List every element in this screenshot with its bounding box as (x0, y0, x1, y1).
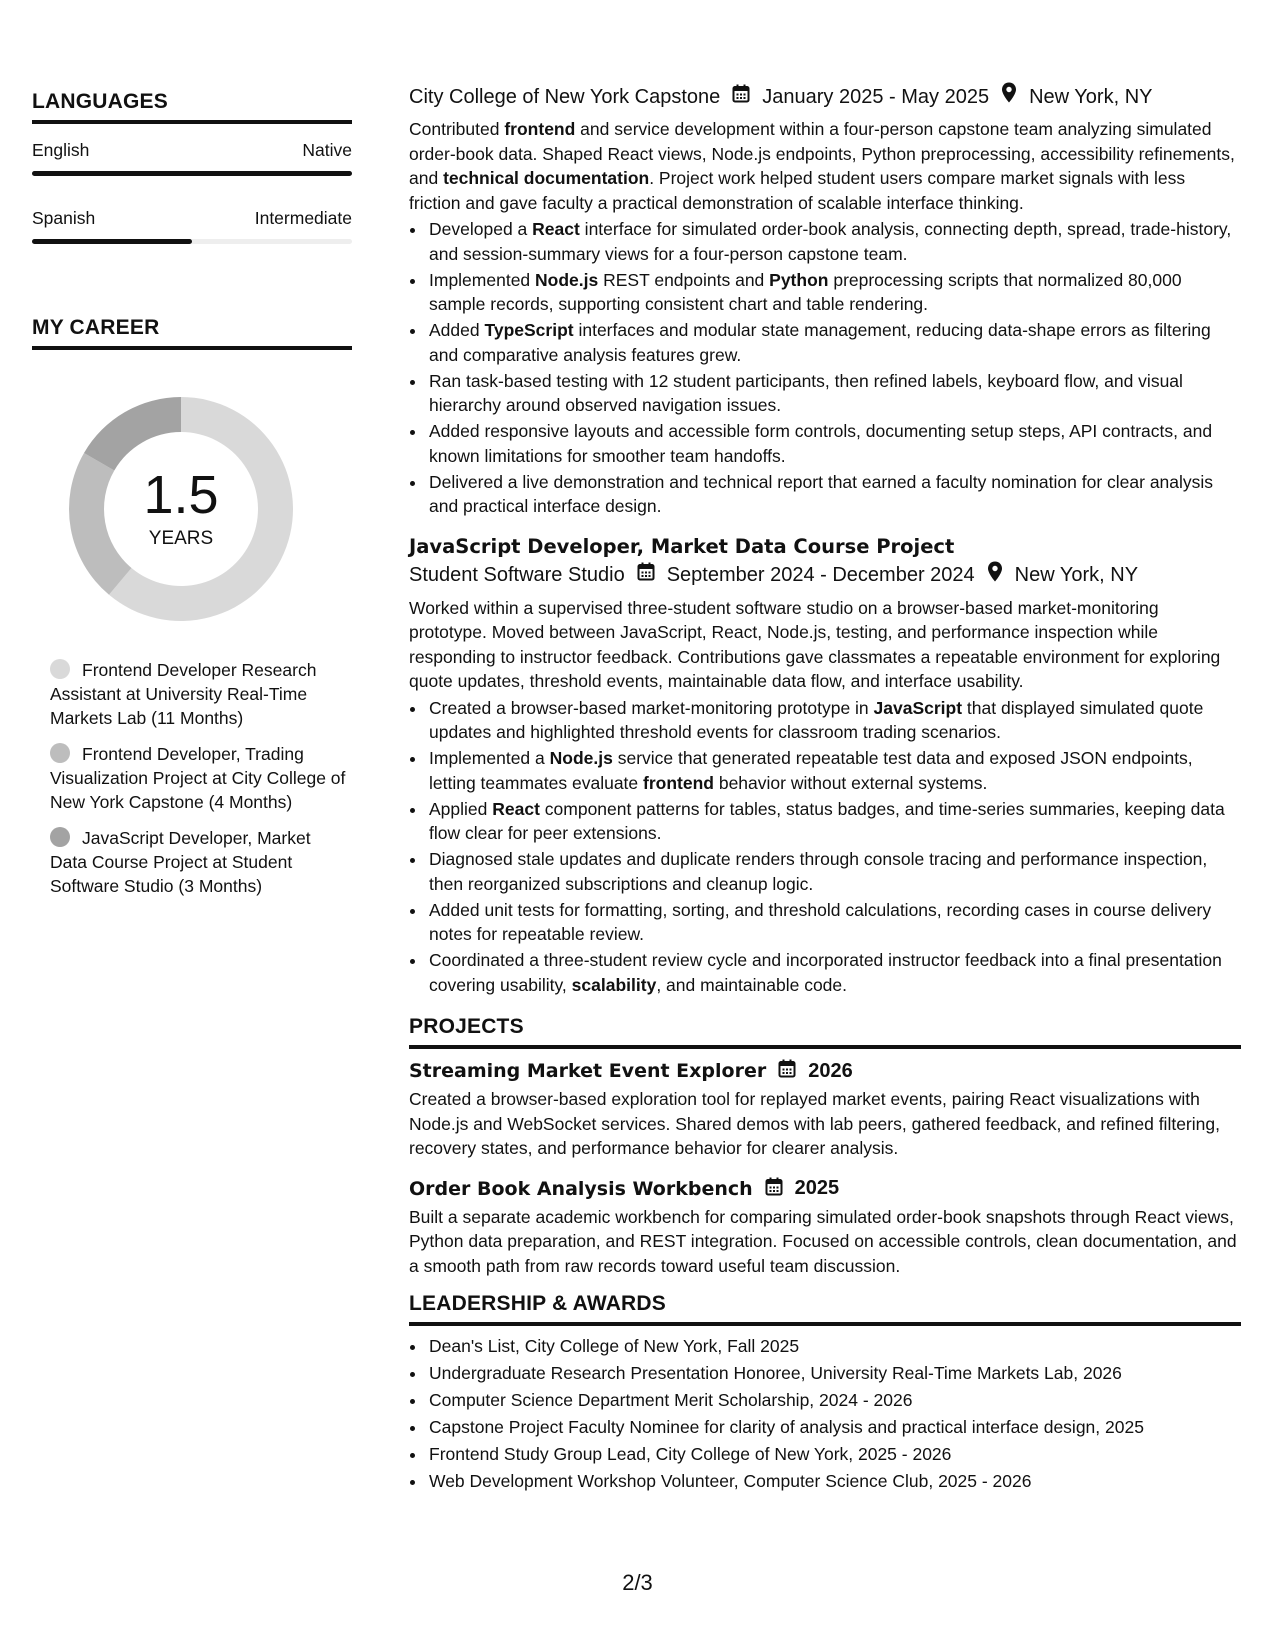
calendar-icon (778, 1059, 796, 1083)
language-proficiency-fill (32, 171, 352, 176)
languages-heading: LANGUAGES (32, 90, 352, 124)
achievement-item: • Coordinated a three-student review cycle and incorporated instructor feedback into a final presentation covering usability, scalability, and maintainable code. (427, 948, 1241, 997)
role-summary: Worked within a supervised three-student software studio on a browser-based market-monitoring prototype. Moved between JavaScript, React, Node.js, testing, and performance inspection while responding to instructor feedback. Contributions gave classmates a repeatable environment for exploring quote updates, threshold events, maintainable data flow, and interface usability. (409, 597, 1221, 691)
location-pin-icon (987, 561, 1003, 590)
achievement-item: • Implemented a Node.js service that generated repeatable test data and exposed JSON endpoints, letting teammates evaluate frontend behavior without external systems. (427, 746, 1241, 795)
role-meta (409, 561, 1241, 590)
calendar-icon (765, 1177, 783, 1196)
achievement-item: • Added TypeScript interfaces and modular state management, reducing data-shape errors as filtering and comparative analysis features grew. (427, 318, 1241, 367)
page-number: 2/3 (622, 1570, 653, 1595)
legend-dot (50, 743, 70, 763)
language-proficiency-bar (32, 239, 352, 244)
location-pin-icon (1001, 82, 1017, 111)
project-year: 2026 (808, 1059, 853, 1082)
calendar-icon (732, 83, 750, 111)
language-name: Spanish (32, 208, 96, 228)
language-row (32, 140, 352, 161)
career-legend-item (50, 826, 352, 898)
calendar-icon (732, 84, 750, 103)
project-header (409, 1177, 1241, 1201)
career-legend-label: Frontend Developer, Trading Visualization Project at City College of New York Capstone (4 Months) (50, 744, 346, 812)
language-proficiency-bar (32, 171, 352, 176)
award-item: • Computer Science Department Merit Scholarship, 2024 - 2026 (427, 1388, 1241, 1413)
career-donut-chart (66, 394, 296, 624)
achievement-item: • Applied React component patterns for tables, status badges, and time-series summaries, keeping data flow clear for peer extensions. (427, 797, 1241, 846)
role-dates: January 2025 - May 2025 (762, 85, 990, 108)
award-item: • Undergraduate Research Presentation Honoree, University Real-Time Markets Lab, 2026 (427, 1361, 1241, 1386)
award-item: • Web Development Workshop Volunteer, Computer Science Club, 2025 - 2026 (427, 1469, 1241, 1494)
achievement-item: • Added responsive layouts and accessible form controls, documenting setup steps, API contracts, and known limitations for smoother team handoffs. (427, 419, 1241, 468)
role-location: New York, NY (1029, 85, 1153, 108)
role-achievements (409, 217, 1241, 519)
achievement-item: • Developed a React interface for simulated order-book analysis, connecting depth, spread, trade-history, and session-summary views for a four-person capstone team. (427, 217, 1241, 266)
leadership-heading: LEADERSHIP & AWARDS (409, 1292, 1241, 1326)
legend-dot (50, 659, 70, 679)
calendar-icon (637, 561, 655, 589)
award-item: • Capstone Project Faculty Nominee for clarity of analysis and practical interface design, 2025 (427, 1415, 1241, 1440)
language-row (32, 208, 352, 229)
role-location: New York, NY (1014, 564, 1139, 586)
achievement-item: • Implemented Node.js REST endpoints and Python preprocessing scripts that normalized 80,000 sample records, supporting consistent chart and table rendering. (427, 268, 1241, 317)
project-name: Streaming Market Event Explorer (409, 1060, 767, 1082)
language-level: Native (302, 140, 352, 160)
experience-entry (409, 533, 1241, 998)
career-total-value: 1.5 (143, 465, 219, 525)
calendar-icon (765, 1177, 783, 1201)
leadership-list (409, 1334, 1241, 1494)
role-dates: September 2024 - December 2024 (666, 564, 975, 586)
career-heading: MY CAREER (32, 316, 352, 350)
project-description: Created a browser-based exploration tool for replayed market events, pairing React visualizations with Node.js and WebSocket services. Shared demos with lab peers, gathered feedback, and refined filtering, recovery states, and performance behavior for clearer analysis. (409, 1089, 1220, 1158)
role-summary: Contributed frontend and service development within a four-person capstone team analyzing simulated order-book data. Shaped React views, Node.js endpoints, Python preprocessing, accessibility refinements, and technical documentation. Project work helped student users compare market signals with less friction and gave faculty a practical demonstration of scalable interface thinking. (409, 119, 1235, 213)
project-header (409, 1059, 1241, 1083)
languages-list (32, 140, 352, 244)
career-legend-item (50, 658, 352, 730)
language-name: English (32, 140, 90, 160)
career-legend (50, 658, 352, 898)
legend-dot (50, 827, 70, 847)
location-pin-icon (987, 561, 1003, 582)
project-name: Order Book Analysis Workbench (409, 1177, 753, 1200)
experience-entry (409, 82, 1241, 519)
role-meta (409, 82, 1241, 111)
right-column (409, 82, 1241, 1496)
calendar-icon (637, 562, 655, 581)
achievement-item: • Ran task-based testing with 12 student participants, then refined labels, keyboard flow, and visual hierarchy around observed navigation issues. (427, 369, 1241, 418)
projects-list (409, 1059, 1241, 1278)
project-description: Built a separate academic workbench for comparing simulated order-book snapshots through React views, Python data preparation, and REST integration. Focused on accessible controls, clean documentation, and a smooth path from raw records toward useful team discussion. (409, 1206, 1237, 1276)
career-legend-label: JavaScript Developer, Market Data Course Project at Student Software Studio (3 Months) (50, 828, 311, 896)
experience-section (409, 82, 1241, 997)
location-pin-icon (1001, 82, 1017, 103)
left-column (32, 90, 352, 910)
award-item: • Frontend Study Group Lead, City College of New York, 2025 - 2026 (427, 1442, 1241, 1467)
projects-heading: PROJECTS (409, 1015, 1241, 1049)
calendar-icon (778, 1059, 796, 1078)
role-organization: City College of New York Capstone (409, 85, 721, 108)
role-title: JavaScript Developer, Market Data Course Project (409, 534, 955, 558)
achievement-item: • Added unit tests for formatting, sorting, and threshold calculations, recording cases in course delivery notes for repeatable review. (427, 898, 1241, 947)
achievement-item: • Diagnosed stale updates and duplicate renders through console tracing and performance inspection, then reorganized subscriptions and cleanup logic. (427, 847, 1241, 896)
award-item: • Dean's List, City College of New York, Fall 2025 (427, 1334, 1241, 1359)
achievement-item: • Created a browser-based market-monitoring prototype in JavaScript that displayed simulated quote updates and highlighted threshold events for classroom trading scenarios. (427, 696, 1241, 745)
career-legend-label: Frontend Developer Research Assistant at University Real-Time Markets Lab (11 Months) (50, 660, 317, 728)
project-year: 2025 (794, 1177, 840, 1199)
language-proficiency-fill (32, 239, 192, 244)
achievement-item: • Delivered a live demonstration and technical report that earned a faculty nomination for clear analysis and practical interface design. (427, 470, 1241, 519)
role-organization: Student Software Studio (409, 564, 625, 586)
role-achievements (409, 696, 1241, 998)
language-level: Intermediate (254, 208, 352, 228)
career-total-unit: YEARS (148, 528, 214, 549)
career-legend-item (50, 742, 352, 814)
career-total (66, 394, 296, 624)
